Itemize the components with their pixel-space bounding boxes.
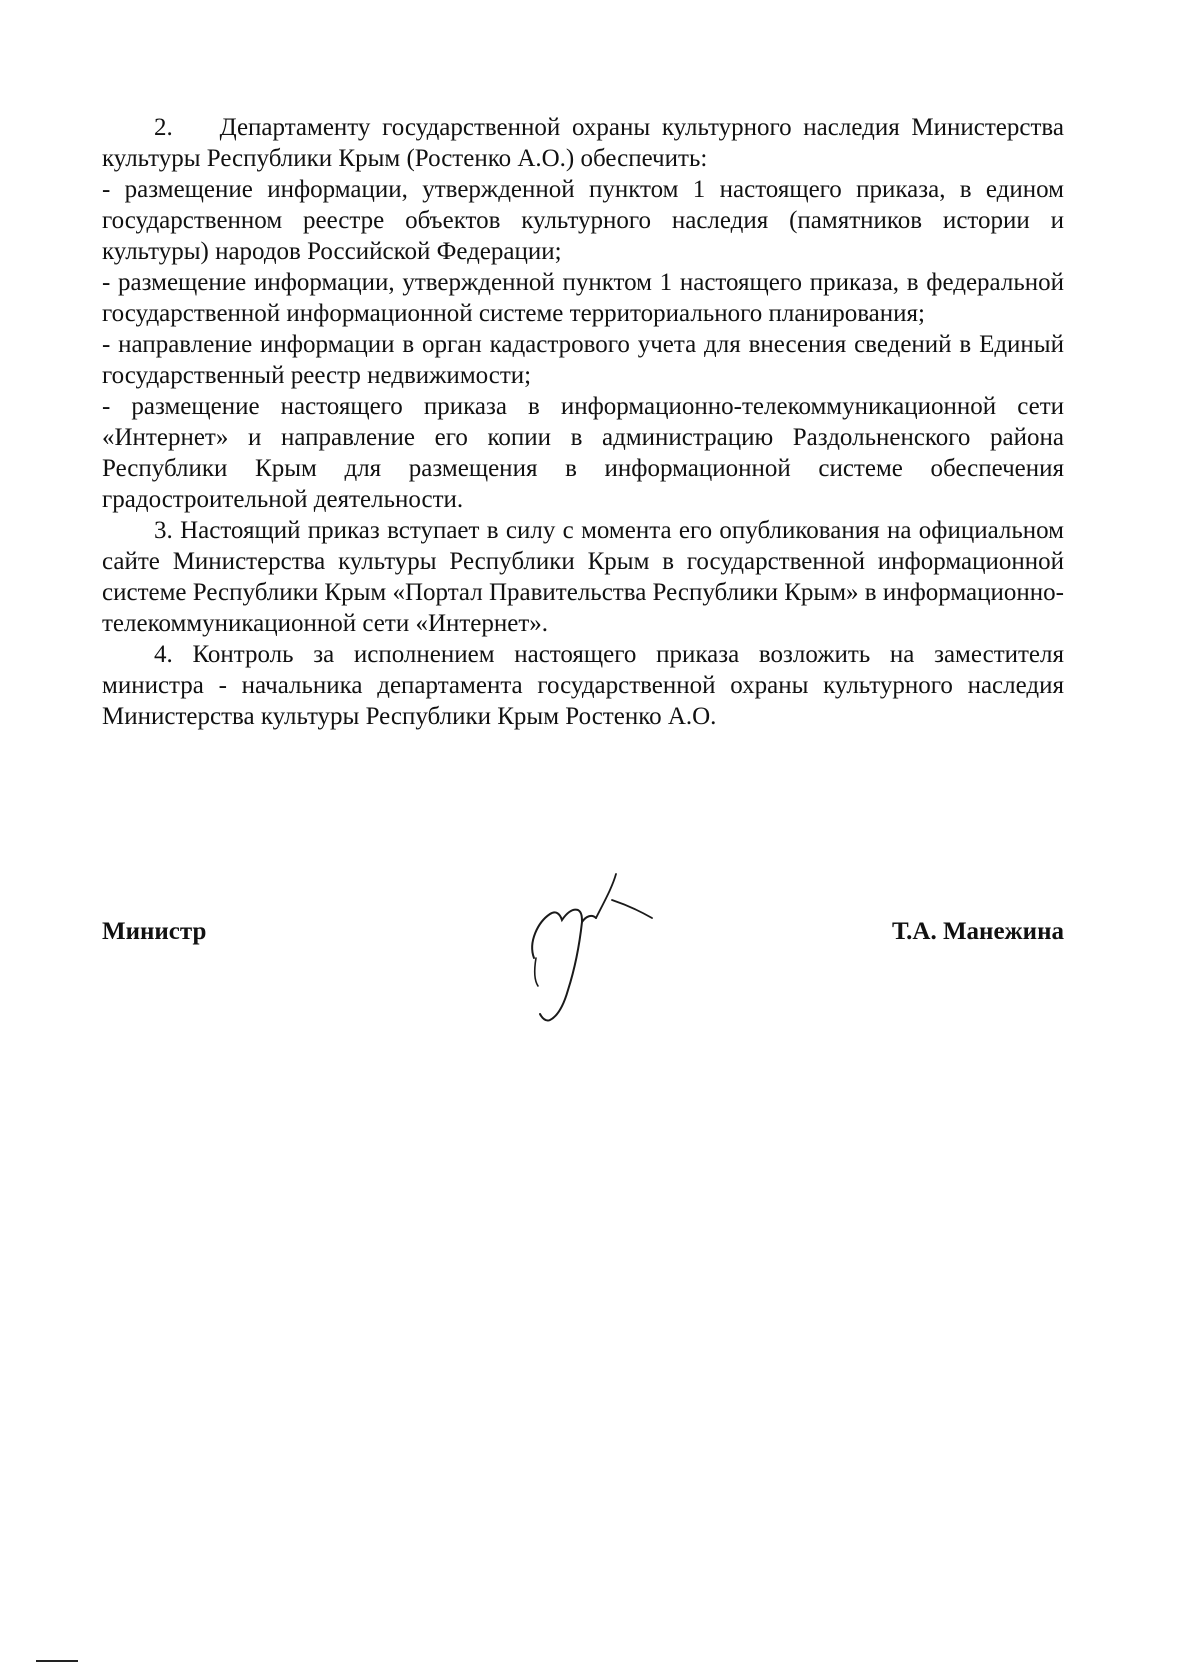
signatory-title: Министр <box>102 918 207 945</box>
bullet-item-planning-system: - размещение информации, утвержденной пунктом 1 настоящего приказа, в федеральной государственной информационной системе территориального планирования; <box>102 269 1064 327</box>
document-body <box>102 112 1064 732</box>
scan-edge-mark <box>36 1660 78 1662</box>
paragraph-item-4: 4. Контроль за исполнением настоящего приказа возложить на заместителя министра - начальника департамента государственной охраны культурного наследия Министерства культуры Республики Крым Ростенко А.О. <box>102 641 1064 730</box>
paragraph-item-3: 3. Настоящий приказ вступает в силу с момента его опубликования на официальном сайте Министерства культуры Республики Крым в государственной информационной системе Республики Крым «Портал Правительства Республики Крым» в информационно-телекоммуникационной сети «Интернет». <box>102 517 1064 637</box>
signatory-name: Т.А. Манежина <box>891 918 1064 945</box>
bullet-item-internet: - размещение настоящего приказа в информационно-телекоммуникационной сети «Интернет» и направление его копии в администрацию Раздольненского района Республики Крым для размещения в информационной системе обеспечения градостроительной деятельности. <box>102 393 1064 513</box>
bullet-item-cadastre: - направление информации в орган кадастрового учета для внесения сведений в Единый государственный реестр недвижимости; <box>102 331 1064 389</box>
paragraph-item-2: 2. Департаменту государственной охраны культурного наследия Министерства культуры Республики Крым (Ростенко А.О.) обеспечить: <box>102 114 1064 172</box>
bullet-item-registry: - размещение информации, утвержденной пунктом 1 настоящего приказа, в едином государственном реестре объектов культурного наследия (памятников истории и культуры) народов Российской Федерации; <box>102 176 1064 265</box>
handwritten-signature <box>520 830 680 1040</box>
